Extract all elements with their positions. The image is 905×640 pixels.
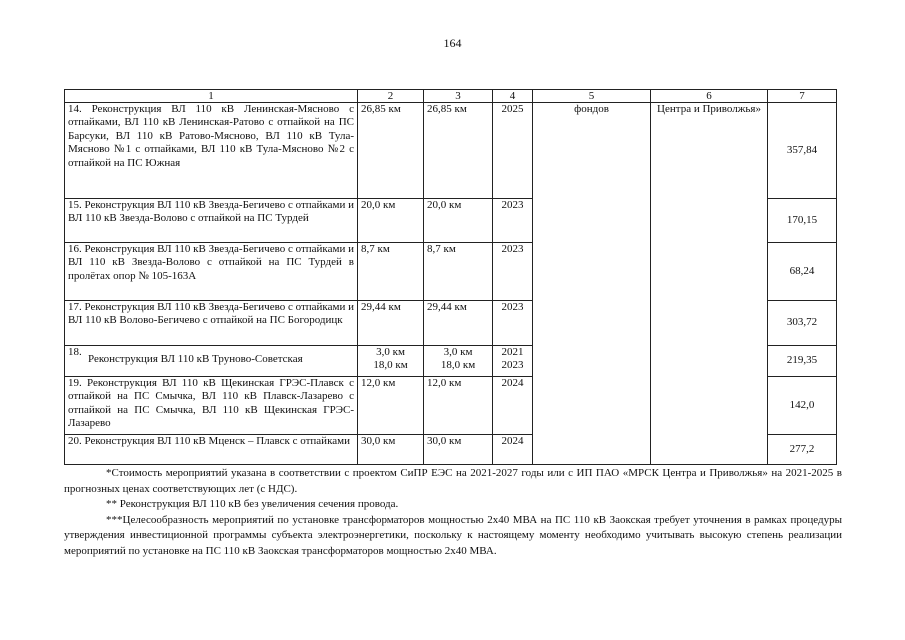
length-cell: 26,85 км <box>424 103 493 199</box>
header-cell: 7 <box>768 90 837 103</box>
project-name: 14. Реконструкция ВЛ 110 кВ Ленинская-Мясново с отпайками, ВЛ 110 кВ Ленинская-Ратово с отпайкой на ПС Барсуки, ВЛ 110 кВ Ратово-Мясново, ВЛ 110 кВ Тула-Мясново №1 с отпайками, ВЛ 110 кВ Тула-Мясново №2 с отпайкой на ПС Южная <box>65 103 358 199</box>
header-cell: 2 <box>358 90 424 103</box>
row-number: 18. <box>68 346 82 358</box>
header-cell: 4 <box>493 90 533 103</box>
col6-merged-cell: Центра и Приволжья» <box>651 103 768 465</box>
col5-merged-cell: фондов <box>533 103 651 465</box>
year-cell: 2024 <box>493 435 533 465</box>
year-value: 2021 <box>501 346 524 358</box>
cost-cell: 357,84 <box>768 103 837 199</box>
table-header-row <box>65 90 837 103</box>
table-row <box>65 103 837 199</box>
footnotes <box>64 466 842 559</box>
length-cell: 12,0 км <box>358 377 424 435</box>
footnote-transformers: ***Целесообразность мероприятий по установке трансформаторов мощностью 2х40 МВА на ПС 110 кВ Заокская требует уточнения в рамках процедуры утверждения инвестиционной программы субъекта электроэнергетики, поскольку к настоящему моменту необходимо учитывать высокую степень реализации мероприятий по установке на ПС 110 кВ Заокская трансформаторов мощностью 2х40 МВА. <box>64 513 842 557</box>
year-cell: 2023 <box>493 301 533 346</box>
cost-cell: 68,24 <box>768 243 837 301</box>
cost-cell: 219,35 <box>768 346 837 377</box>
length-cell: 26,85 км <box>358 103 424 199</box>
length-cell: 30,0 км <box>424 435 493 465</box>
year-value: 2023 <box>501 359 524 372</box>
length-cell: 8,7 км <box>358 243 424 301</box>
cost-cell: 277,2 <box>768 435 837 465</box>
length-cell: 20,0 км <box>358 199 424 243</box>
length-cell <box>358 346 424 377</box>
length-cell: 20,0 км <box>424 199 493 243</box>
project-name: 20. Реконструкция ВЛ 110 кВ Мценск – Плавск с отпайками <box>65 435 358 465</box>
length-cell: 8,7 км <box>424 243 493 301</box>
length-cell: 12,0 км <box>424 377 493 435</box>
cost-cell: 142,0 <box>768 377 837 435</box>
header-cell: 6 <box>651 90 768 103</box>
page-number: 164 <box>443 36 462 50</box>
header-cell: 1 <box>65 90 358 103</box>
length-value: 3,0 км <box>443 346 473 358</box>
footnote-cost-source: *Стоимость мероприятий указана в соответствии с проектом СиПР ЕЭС на 2021-2027 годы или с ИП ПАО «МРСК Центра и Приволжья» на 2021-2025 в прогнозных ценах соответствующих лет (с НДС). <box>64 467 842 495</box>
header-cell: 5 <box>533 90 651 103</box>
length-cell <box>424 346 493 377</box>
project-name: 15. Реконструкция ВЛ 110 кВ Звезда-Бегичево с отпайками и ВЛ 110 кВ Звезда-Волово с отпайкой на ПС Турдей <box>65 199 358 243</box>
project-name: 16. Реконструкция ВЛ 110 кВ Звезда-Бегичево с отпайками и ВЛ 110 кВ Звезда-Волово с отпайкой на ПС Турдей в пролётах опор № 105-163А <box>65 243 358 301</box>
projects-table <box>64 89 837 465</box>
length-value: 18,0 км <box>440 359 476 372</box>
footnote-no-section-increase: ** Реконструкция ВЛ 110 кВ без увеличения сечения провода. <box>106 498 399 510</box>
project-name: Реконструкция ВЛ 110 кВ Труново-Советская <box>88 353 303 366</box>
year-cell: 2024 <box>493 377 533 435</box>
header-cell: 3 <box>424 90 493 103</box>
project-name-cell <box>65 346 358 377</box>
length-value: 18,0 км <box>373 359 408 372</box>
year-cell: 2025 <box>493 103 533 199</box>
length-cell: 29,44 км <box>424 301 493 346</box>
year-cell: 2023 <box>493 243 533 301</box>
year-cell <box>493 346 533 377</box>
cost-cell: 170,15 <box>768 199 837 243</box>
length-cell: 30,0 км <box>358 435 424 465</box>
length-value: 3,0 км <box>376 346 405 358</box>
project-name: 19. Реконструкция ВЛ 110 кВ Щекинская ГРЭС-Плавск с отпайкой на ПС Смычка, ВЛ 110 кВ Плавск-Лазарево с отпайкой на ПС Смычка, ВЛ 110 кВ Щекинская ГРЭС-Лазарево <box>65 377 358 435</box>
project-name: 17. Реконструкция ВЛ 110 кВ Звезда-Бегичево с отпайками и ВЛ 110 кВ Волово-Бегичево с отпайкой на ПС Богородицк <box>65 301 358 346</box>
cost-cell: 303,72 <box>768 301 837 346</box>
length-cell: 29,44 км <box>358 301 424 346</box>
year-cell: 2023 <box>493 199 533 243</box>
